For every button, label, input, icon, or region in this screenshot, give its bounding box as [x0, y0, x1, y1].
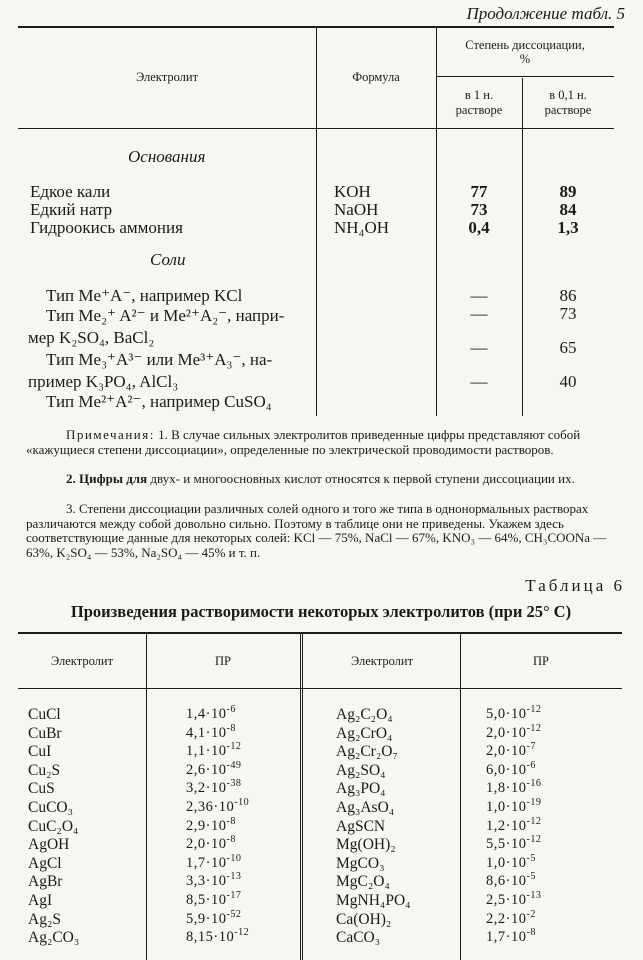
table6-electrolyte: AgBr [28, 873, 63, 890]
pr-mantissa: 1,7·10 [486, 929, 527, 945]
table6-pr-value [486, 725, 541, 742]
pr-exponent: -13 [226, 871, 242, 883]
note-1 [26, 428, 616, 457]
salt-value-01n: 86 [559, 286, 577, 305]
table6-pr-value [186, 836, 236, 853]
pr-mantissa: 2,36·10 [186, 799, 235, 815]
table6-electrolyte: Cu₂S [28, 762, 61, 779]
table6-pr-value [186, 818, 236, 835]
salt-type: Тип Me₃⁺A³⁻ или Me³⁺A₃⁻, на- [46, 350, 273, 369]
note-2-bold: 2. Цифры для [66, 471, 148, 486]
pr-mantissa: 2,6·10 [186, 762, 227, 778]
pr-mantissa: 2,5·10 [486, 892, 527, 908]
header-degree: Степень диссоциации, [465, 38, 585, 52]
base-name: Едкое кали [30, 182, 111, 201]
table6-electrolyte: MgC₂O₄ [336, 873, 390, 890]
pr-exponent: -12 [526, 816, 542, 828]
table6-electrolyte: CuS [28, 780, 55, 797]
base-value-01n: 84 [559, 200, 577, 219]
table6-electrolyte: Mg(OH)₂ [336, 836, 396, 853]
pr-exponent: -12 [226, 741, 242, 753]
note-3 [26, 502, 616, 560]
table6-electrolyte: Ag₂C₂O₄ [336, 706, 393, 723]
pr-mantissa: 8,6·10 [486, 873, 527, 889]
pr-exponent: -12 [526, 834, 542, 846]
note-3-text: 3. Степени диссоциации различных солей одного и того же типа в однонормальных растворах различаются между собой довольно сильно. Поэтому в таблице они не приведены. Укажем здесь соответствующие данные для некоторых солей: KCl — 75%, NaCl — 67%, KNO₃ — 64%, CH₃COONa — 63%, K₂SO₄ — 53%, Na₂SO₄ — 45% и т. п. [26, 501, 607, 560]
pr-exponent: -38 [226, 778, 242, 790]
pr-mantissa: 3,2·10 [186, 780, 227, 796]
table6-pr-value [186, 929, 249, 946]
pr-mantissa: 2,0·10 [486, 725, 527, 741]
table6-pr-value [486, 799, 541, 816]
note-label: Примечания: [66, 427, 155, 442]
table6-header-rule [18, 688, 622, 689]
pr-mantissa: 1,0·10 [486, 799, 527, 815]
table6-pr-value [486, 929, 536, 946]
base-formula: NH₄OH [334, 218, 390, 237]
pr-exponent: -49 [226, 760, 242, 772]
pr-exponent: -17 [226, 890, 242, 902]
header-01n-b: растворе [544, 103, 592, 117]
table6-electrolyte: AgCl [28, 855, 62, 872]
table6-electrolyte: CuI [28, 743, 52, 760]
salt-value-1n: — [470, 304, 488, 323]
pr-mantissa: 6,0·10 [486, 762, 527, 778]
pr-exponent: -8 [226, 834, 236, 846]
pr-mantissa: 4,1·10 [186, 725, 227, 741]
table6-electrolyte: CuCO₃ [28, 799, 74, 816]
table6-header-electrolyte-left: Электролит [50, 654, 114, 668]
table6-electrolyte: Ag₃AsO₄ [336, 799, 395, 816]
pr-mantissa: 2,2·10 [486, 911, 527, 927]
note-2-text: двух- и многоосновных кислот относятся к первой ступени диссоциации их. [150, 471, 575, 486]
pr-mantissa: 2,0·10 [486, 743, 527, 759]
table5-vline-1 [316, 27, 317, 416]
table6-electrolyte: CaCO₃ [336, 929, 381, 946]
base-formula: NaOH [334, 200, 379, 219]
table6-pr-value [186, 706, 236, 723]
salt-type: Тип Me⁺A⁻, например KCl [46, 286, 243, 305]
table6-pr-value [486, 762, 536, 779]
table6-label: Таблица 6 [525, 576, 625, 595]
pr-mantissa: 8,15·10 [186, 929, 235, 945]
pr-exponent: -2 [526, 909, 536, 921]
table6-electrolyte: Ag₂SO₄ [336, 762, 386, 779]
table6-pr-value [186, 799, 249, 816]
header-1n-a: в 1 н. [464, 88, 494, 102]
table6-vline-double [300, 633, 303, 960]
pr-exponent: -5 [526, 853, 536, 865]
table6-electrolyte: Ag₃PO₄ [336, 780, 386, 797]
header-01n-a: в 0,1 н. [549, 88, 587, 102]
table6-electrolyte: Ag₂CO₃ [28, 929, 80, 946]
table6-pr-value [486, 836, 541, 853]
pr-exponent: -8 [226, 723, 236, 735]
pr-mantissa: 1,7·10 [186, 855, 227, 871]
table6-pr-value [486, 911, 536, 928]
table6-pr-value [186, 725, 236, 742]
table6-pr-value [186, 780, 241, 797]
continuation-title: Продолжение табл. 5 [466, 4, 625, 23]
salt-value-1n: — [470, 286, 488, 305]
table6-pr-value [486, 873, 536, 890]
table6-pr-value [186, 762, 241, 779]
table6-pr-value [186, 911, 241, 928]
note-1-text: 1. В случае сильных электролитов приведенные цифры представляют собой «кажущиеся степени диссоциации», определенные по электрической проводимости растворов. [26, 427, 581, 457]
salt-value-01n: 73 [559, 304, 577, 323]
section-bases: Основания [128, 147, 206, 166]
table6-pr-value [486, 780, 541, 797]
table6-electrolyte: AgSCN [336, 818, 386, 835]
table6-electrolyte: Ag₂Cr₂O₇ [336, 743, 398, 760]
pr-mantissa: 1,0·10 [486, 855, 527, 871]
pr-mantissa: 1,1·10 [186, 743, 227, 759]
table6-pr-value [186, 873, 241, 890]
table6-pr-value [486, 818, 541, 835]
base-value-01n: 1,3 [557, 218, 579, 237]
table6-electrolyte: Ca(OH)₂ [336, 911, 392, 928]
table6-top-rule [18, 632, 622, 634]
table6-electrolyte: CuBr [28, 725, 62, 742]
table6-header-electrolyte-right: Электролит [350, 654, 414, 668]
table6-vline-1 [146, 633, 147, 960]
table6-pr-value [486, 892, 541, 909]
pr-exponent: -16 [526, 778, 542, 790]
pr-mantissa: 1,8·10 [486, 780, 527, 796]
pr-mantissa: 1,4·10 [186, 706, 227, 722]
table6-pr-value [486, 706, 541, 723]
table6-electrolyte: CuC₂O₄ [28, 818, 79, 835]
header-degree-unit: % [519, 52, 531, 66]
salt-value-01n: 40 [559, 372, 577, 391]
table6-electrolyte: MgNH₄PO₄ [336, 892, 411, 909]
table6-electrolyte: MgCO₃ [336, 855, 385, 872]
salt-value-1n: — [470, 338, 488, 357]
table6-header-pr-right: ПР [533, 654, 549, 668]
table6-electrolyte: AgOH [28, 836, 70, 853]
table6-electrolyte: CuCl [28, 706, 61, 723]
salt-type-cont: пример K₃PO₄, AlCl₃ [28, 372, 179, 391]
table6-vline-3 [460, 633, 461, 960]
salt-type-cont: мер K₂SO₄, BaCl₂ [28, 328, 155, 347]
table6-pr-value [486, 743, 536, 760]
pr-exponent: -6 [226, 704, 236, 716]
pr-exponent: -12 [526, 704, 542, 716]
pr-exponent: -19 [526, 797, 542, 809]
salt-type: Тип Me²⁺A²⁻, например CuSO₄ [46, 392, 272, 411]
table6-pr-value [186, 855, 241, 872]
pr-exponent: -8 [226, 816, 236, 828]
section-salts: Соли [150, 250, 186, 269]
header-formula: Формула [352, 70, 400, 84]
table6-title: Произведения растворимости некоторых электролитов (при 25° С) [70, 602, 572, 621]
salt-type: Тип Me₂⁺ A²⁻ и Me²⁺A₂⁻, напри- [46, 306, 285, 325]
pr-mantissa: 2,0·10 [186, 836, 227, 852]
table5-header-rule [18, 128, 614, 129]
table6-electrolyte: Ag₂S [28, 911, 61, 928]
pr-exponent: -8 [526, 927, 536, 939]
pr-mantissa: 5,9·10 [186, 911, 227, 927]
header-electrolyte: Электролит [135, 70, 199, 84]
table6-electrolyte: Ag₂CrO₄ [336, 725, 393, 742]
pr-exponent: -10 [226, 853, 242, 865]
pr-exponent: -6 [526, 760, 536, 772]
table6-electrolyte: AgI [28, 892, 53, 909]
base-value-1n: 0,4 [468, 218, 490, 237]
table6-header-pr-left: ПР [215, 654, 231, 668]
pr-mantissa: 8,5·10 [186, 892, 227, 908]
base-value-1n: 73 [470, 200, 488, 219]
pr-mantissa: 1,2·10 [486, 818, 527, 834]
salt-value-01n: 65 [559, 338, 577, 357]
base-name: Гидроокись аммония [30, 218, 183, 237]
pr-exponent: -10 [234, 797, 250, 809]
table5-subheader-rule [436, 76, 614, 77]
base-name: Едкий натр [30, 200, 113, 219]
salt-value-1n: — [470, 372, 488, 391]
pr-exponent: -52 [226, 909, 242, 921]
pr-exponent: -13 [526, 890, 542, 902]
base-formula: KOH [334, 182, 371, 201]
note-2 [26, 472, 616, 487]
pr-exponent: -7 [526, 741, 536, 753]
pr-exponent: -12 [234, 927, 250, 939]
pr-mantissa: 3,3·10 [186, 873, 227, 889]
pr-mantissa: 2,9·10 [186, 818, 227, 834]
base-value-1n: 77 [470, 182, 488, 201]
table6-pr-value [486, 855, 536, 872]
base-value-01n: 89 [559, 182, 577, 201]
pr-exponent: -12 [526, 723, 542, 735]
pr-exponent: -5 [526, 871, 536, 883]
table6-pr-value [186, 892, 241, 909]
pr-mantissa: 5,5·10 [486, 836, 527, 852]
pr-mantissa: 5,0·10 [486, 706, 527, 722]
header-1n-b: растворе [455, 103, 503, 117]
table6-pr-value [186, 743, 241, 760]
